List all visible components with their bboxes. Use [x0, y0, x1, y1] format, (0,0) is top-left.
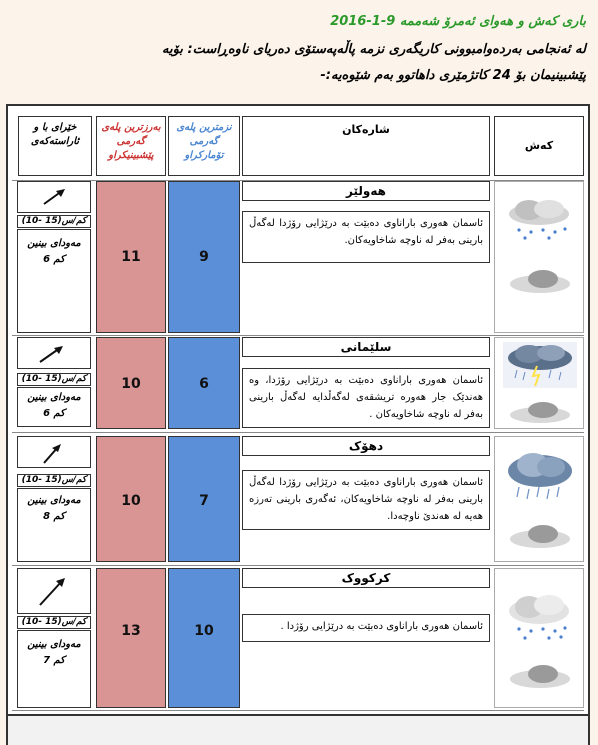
report-date-title: باری کەش و هەوای ئەمرۆ شەممە 9-1-2016: [330, 14, 586, 29]
wind-speed: (10- 15)کم/س: [17, 215, 91, 228]
max-temp-value: 10: [121, 376, 141, 392]
forecast-description-cell: [242, 614, 490, 642]
min-temp-value: 7: [199, 493, 209, 509]
min-temp-cell: [168, 436, 240, 562]
wind-direction-box: [17, 181, 91, 213]
wind-arrow-icon: [18, 338, 90, 368]
min-temp-cell: [168, 337, 240, 429]
forecast-description-cell: [242, 470, 490, 530]
wind-direction-box: [17, 568, 91, 614]
cloud-rain-icon: [501, 591, 577, 643]
visibility-box: [17, 630, 91, 708]
visibility-label: مەودای بینین: [27, 495, 81, 506]
weather-icon-cell: [494, 337, 584, 429]
visibility-label: مەودای بینین: [27, 392, 81, 403]
forecast-description-cell: [242, 211, 490, 263]
visibility-label: مەودای بینین: [27, 639, 81, 650]
forecast-description: ئاسمان هەوری باراناوی دەبێت بە درێژایی رۆژدا لەگەڵ بارینی بەفر لە ناوچە شاخاویەکان.: [249, 218, 483, 246]
visibility-value: 7 کم: [43, 655, 65, 666]
max-temp-cell: [96, 181, 166, 333]
wind-arrow-icon: [18, 569, 90, 613]
header-max-label: بەرزترین پلەی گەرمی پێشبینیکراو: [101, 122, 161, 161]
min-temp-cell: [168, 568, 240, 708]
table-footer-band: [6, 716, 590, 745]
min-temp-value: 10: [194, 623, 214, 639]
city-name-cell: [242, 181, 490, 201]
max-temp-value: 10: [121, 493, 141, 509]
min-temp-value: 9: [199, 249, 209, 265]
header-min-label: نزمترین پلەی گەرمی تۆمارکراو: [176, 122, 232, 161]
weather-icon-cell: [494, 436, 584, 562]
max-temp-cell: [96, 568, 166, 708]
visibility-box: [17, 387, 91, 427]
header-min-cell: [168, 116, 240, 176]
wind-direction-box: [17, 337, 91, 369]
forecast-description: ئاسمان هەوری باراناوی دەبێت بە درێژایی رۆژدا .: [280, 621, 483, 632]
visibility-value: 8 کم: [43, 511, 65, 522]
wind-speed: (10- 15)کم/س: [17, 373, 91, 386]
header-wind-cell: [18, 116, 92, 176]
city-name: کرکووک: [341, 571, 391, 585]
cloud-rain-icon: [501, 196, 577, 242]
wind-speed: (10- 15)کم/س: [17, 474, 91, 487]
intro-line-2: پێشبینیمان بۆ 24 کاتژمێری داهاتوو بەم شێوەیە:-: [320, 68, 586, 83]
forecast-description: ئاسمان هەوری باراناوی دەبێت بە درێژایی رۆژدا، وە هەندێک جار هەورە تریشقەی لەگەڵدایە لەگەڵ بارینی بەفر لە ناوچە شاخاویەکان .: [249, 375, 483, 420]
forecast-description-cell: [242, 368, 490, 428]
intro-line-1: لە ئەنجامی بەردەوامبوونی کاریگەری نزمە پاڵەپەستۆی دەریای ناوەڕاست: بۆیە: [162, 42, 586, 57]
header-max-cell: [96, 116, 166, 176]
wind-direction-box: [17, 436, 91, 468]
visibility-label: مەودای بینین: [27, 238, 81, 249]
thunderstorm-icon: [503, 342, 577, 388]
city-name: سلێمانی: [340, 340, 392, 354]
city-name-cell: [242, 568, 490, 588]
cloud-icon: [503, 663, 577, 691]
wind-arrow-icon: [18, 182, 90, 212]
city-name: دهۆک: [348, 439, 384, 453]
header-cities-label: شارەکان: [342, 123, 390, 136]
city-name: هەولێر: [346, 184, 386, 198]
forecast-description: ئاسمان هەوری باراناوی دەبێت بە درێژایی رۆژدا لەگەڵ بارینی بەفر لە ناوچە شاخاویەکان، ئەگەری بارینی تەرزە هەیە لە هەندێ ناوچەدا.: [249, 477, 483, 522]
city-name-cell: [242, 436, 490, 456]
header-weather-cell: [494, 116, 584, 176]
header-wind-label: خێرای با و ئاراستەکەی: [30, 122, 80, 147]
header-weather-label: کەش: [524, 139, 554, 152]
weather-icon-cell: [494, 568, 584, 708]
max-temp-cell: [96, 337, 166, 429]
weather-icon-cell: [494, 181, 584, 333]
visibility-value: 6 کم: [43, 408, 65, 419]
wind-arrow-icon: [18, 437, 90, 467]
visibility-box: [17, 229, 91, 333]
cloud-icon: [503, 400, 577, 426]
max-temp-value: 13: [121, 623, 141, 639]
wind-speed: (10- 15)کم/س: [17, 616, 91, 629]
cloud-icon: [503, 268, 577, 296]
min-temp-value: 6: [199, 376, 209, 392]
cloud-icon: [503, 523, 577, 551]
min-temp-cell: [168, 181, 240, 333]
visibility-value: 6 کم: [43, 254, 65, 265]
header-cities-cell: [242, 116, 490, 176]
max-temp-value: 11: [121, 249, 141, 265]
visibility-box: [17, 488, 91, 562]
city-name-cell: [242, 337, 490, 357]
storm-cloud-icon: [503, 449, 577, 503]
max-temp-cell: [96, 436, 166, 562]
